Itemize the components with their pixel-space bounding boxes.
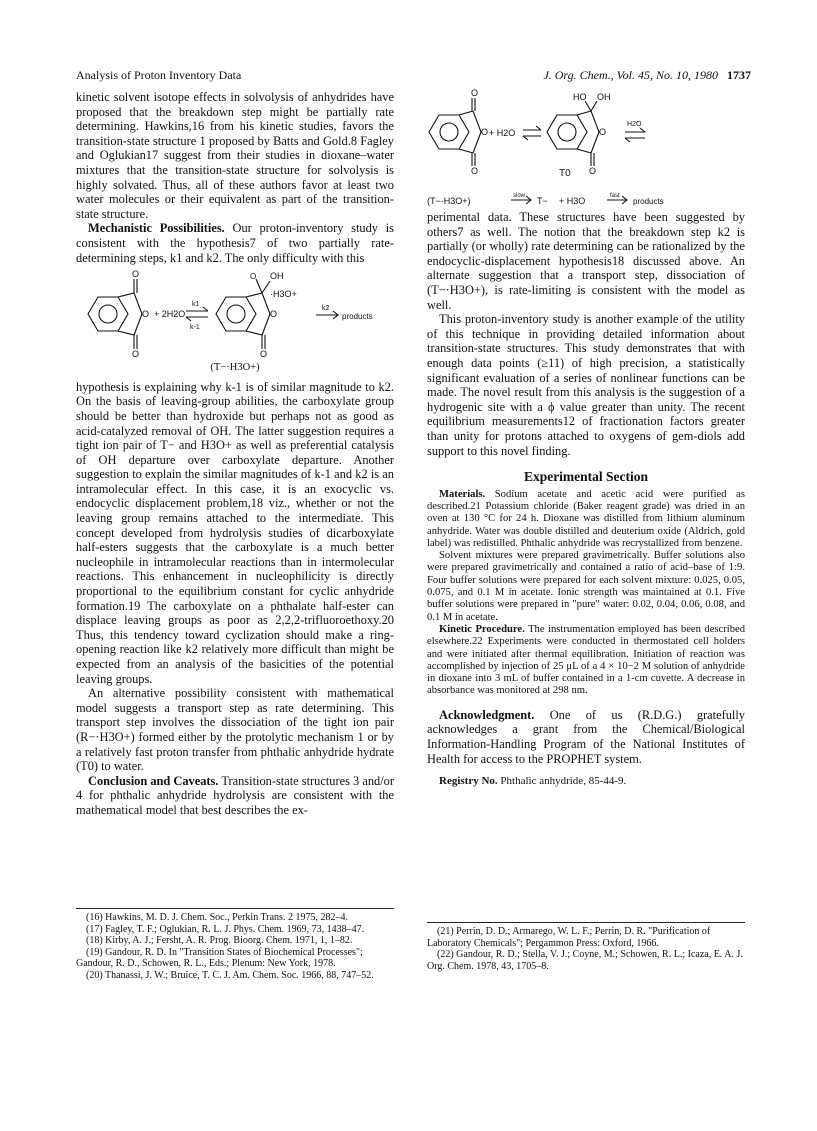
footnote-rule	[427, 922, 745, 923]
run-in-heading: Registry No.	[439, 775, 498, 788]
paragraph: perimental data. These structures have been suggested by others7 as well. The notion that the breakdown step k2 is partially (or wholly) rate determining can be rationalized by the endocyclic-displacement hypothesis18 discussed above. An alternate suggestion that a transport step, dissociation of (T−·H3O+), is rate-limiting is consistent with the model as well.	[427, 210, 745, 312]
hydrate-label: T0	[559, 168, 571, 179]
footnote: (22) Gandour, R. D.; Stella, V. J.; Coyne, M.; Schowen, R. L.; Icaza, E. A. J. Org. Chem. 1978, 43, 1705–8.	[427, 949, 743, 972]
run-in-heading: Mechanistic Possibilities.	[88, 221, 225, 236]
run-in-heading: Materials.	[439, 488, 486, 500]
paragraph	[76, 221, 394, 265]
footnote: (16) Hawkins, M. D. J. Chem. Soc., Perkin Trans. 2 1975, 282–4.	[86, 912, 348, 923]
paragraph-text: Transition-state structures 3 and/or 4 for phthalic anhydride hydrolysis are consistent with the mathematical model that best describes the ex-	[76, 773, 394, 817]
footnote: (20) Thanassi, J. W.; Bruice, T. C. J. Am. Chem. Soc. 1966, 88, 747–52.	[86, 969, 374, 981]
paragraph: kinetic solvent isotope effects in solvolysis of anhydrides have proposed that the breakdown step might be partially rate determining. Hawkins,16 from his kinetic studies, favors the transition-state structure 1 proposed by Batts and Gold.8 Fagley and Oglukian17 suggest from their studies in dioxane–water mixtures that the transition-state structure for solvolysis is highly solvated. Thus, all of these authors favor at least two water molecules or their equivalent as part of the transition-state structure.	[76, 90, 394, 221]
paragraph: An alternative possibility consistent with mathematical model suggests a transport step as rate determining. This transport step involves the dissociation of the tight ion pair (R−·H3O+) formed either by the protolytic mechanism 1 or by a relatively fast proton transfer from phthalic anhydride hydrate (T0) to water.	[76, 686, 394, 774]
footnote: (17) Fagley, T. F.; Oglukian, R. L. J. Phys. Chem. 1969, 73, 1438–47.	[86, 923, 365, 935]
right-column	[427, 88, 745, 789]
registry-number	[427, 774, 745, 789]
svg-text:O: O	[132, 349, 140, 360]
paragraph: hypothesis is explaining why k-1 is of similar magnitude to k2. On the basis of leaving-group abilities, the carboxylate group should be better than hydroxide but perhaps not as good as acid-catalyzed removal of OH. The latter suggestion requires a tight ion pair of T− and H3O+ as well as preferential catalysis of OH departure over carboxylate departure. Another suggestion to explain the similar magnitudes of k-1 and k2 is an intramolecular effect. In this case, it is an exocyclic vs. endocyclic displacement problem,18 viz., whether or not the leaving group remains attached to the intermediate. This concept developed from hydrolysis studies of dicarboxylate half-esters suggests that the carboxylate is a much better nucleophile in intramolecular reactions than in intermolecular reactions. This enhancement in nucleophilicity is directly proportional to the equilibrium constant for cyclic anhydride formation.19 The carboxylate on a phthalate half-ester can displace leaving groups as poor as 2,2,2-trifluoroethoxy.20 Thus, this tendency toward cyclization should make a ring-opening reaction like k2 relatively more difficult than might be expected from an analysis of the basicities of the potential leaving groups.	[76, 379, 394, 686]
ion-pair-label: ·H3O+	[270, 289, 297, 300]
svg-text:O: O	[599, 127, 607, 137]
footnote: (21) Perrin, D. D.; Armarego, W. L. F.; Perrin, D. R. "Purification of Laboratory Chemicals"; Pergammon Press: Oxford, 1966.	[427, 926, 711, 949]
run-in-heading: Kinetic Procedure.	[439, 623, 525, 635]
svg-text:O: O	[132, 269, 140, 280]
left-column	[76, 90, 394, 818]
paragraph	[427, 624, 745, 698]
acknowledgment	[427, 708, 745, 766]
fast-step-label: fast	[610, 193, 620, 199]
svg-text:O: O	[270, 309, 278, 320]
paragraph-text: Our proton-inventory study is consistent with the hypothesis7 of two partially rate-determining steps, k1 and k2. The only difficulty with this	[76, 221, 394, 265]
hydronium-label: + H3O	[559, 196, 586, 206]
section-title: Experimental Section	[523, 469, 649, 485]
svg-text:O: O	[142, 309, 150, 320]
paragraph: This proton-inventory study is another example of the utility of this technique in providing detailed information about transition-state structures. This study demonstrates that with enough data points (≥11) of high precision, a statistically significant evaluation of a series of nonlinear functions can be made. The novel result from this analysis is the suggestion of a hydrogenic site with a ϕ value greater than unity. The recent equilibrium measurements12 of fractionation factors greater than unity for protons attached to oxygens of gem-diols add support to this novel finding.	[427, 312, 745, 458]
footnote: (18) Kirby, A. J.; Fersht, A. R. Prog. Bioorg. Chem. 1971, 1, 1–82.	[86, 935, 353, 947]
page-number: 1737	[727, 68, 751, 82]
reaction-scheme-1	[76, 269, 394, 359]
footnote-rule	[76, 908, 394, 909]
reaction-scheme-2	[427, 88, 745, 206]
svg-text:O: O	[481, 127, 489, 137]
reagent-label: + 2H2O	[154, 309, 186, 320]
paragraph	[427, 489, 745, 550]
svg-text:O: O	[589, 166, 597, 176]
svg-text:O: O	[471, 166, 479, 176]
paragraph-text: The instrumentation employed has been described elsewhere.22 Experiments were conducted in thermostated cell holders and were initiated after thermal equilibration. Initiation of reaction was accomplished by injection of 25 μL of a 4 × 10−2 M solution of anhydride in dioxane into 3 mL of buffer contained in a 1-cm cuvette. A decrease in absorbance was monitored at 298 nm.	[427, 623, 745, 697]
rate-constant-k2: k2	[322, 305, 330, 313]
run-in-heading: Conclusion and Caveats.	[88, 773, 219, 788]
structure-label: (T−·H3O+)	[210, 362, 260, 374]
svg-text:O: O	[260, 349, 268, 360]
paragraph-text: Sodium acetate and acetic acid were purified as described.21 Potassium chloride (Baker reagent grade) was dried in an oven at 130 °C for 24 h. Dioxane was distilled from lithium aluminum anhydride. Water was double distilled and deuterium oxide (Aldrich, gold label) was redistilled. Phthalic anhydride was recrystallized from benzene.	[427, 488, 745, 549]
paragraph	[76, 774, 394, 818]
experimental-section	[427, 489, 745, 698]
footnotes-left	[76, 908, 394, 982]
running-header: Analysis of Proton Inventory Data	[76, 68, 242, 82]
run-in-heading: Acknowledgment.	[439, 707, 535, 722]
registry-text: Phthalic anhydride, 85-44-9.	[497, 775, 627, 788]
hydroxyl-label: HO	[573, 92, 587, 102]
journal-name: J. Org. Chem., Vol. 45, No. 10, 1980	[543, 68, 718, 82]
svg-text:O: O	[250, 272, 257, 282]
footnote: (19) Gandour, R. D. In "Transition States of Biochemical Processes"; Gandour, R. D., Schowen, R. L., Eds.; Plenum: New York, 1978.	[76, 946, 363, 970]
water-label: H2O	[627, 121, 642, 128]
substituent-label: OH	[270, 271, 284, 282]
rate-constant-k-1: k-1	[190, 324, 200, 332]
rate-constant-k1: k1	[192, 301, 200, 309]
paragraph	[427, 708, 745, 766]
paragraph: Solvent mixtures were prepared gravimetrically. Buffer solutions also were prepared gravimetrically and contained a ratio of acid–base of 1:9. Four buffer solutions were prepared for each solvent mixture: 0.025, 0.05, 0.075, and 0.1 M in acetate. Ionic strength was maintained at 0.1. Five buffer solutions were prepared in "pure" water: 0.02, 0.04, 0.06, 0.08, and 0.1 M in acetate.	[427, 550, 745, 623]
slow-step-label: slow	[513, 193, 526, 199]
paragraph-text: One of us (R.D.G.) gratefully acknowledges a grant from the Chemical/Biological Information-Handling Program of the National Institutes of Health for access to the PROPHET system.	[427, 707, 745, 766]
reagent-label: + H2O	[489, 128, 516, 138]
svg-text:O: O	[471, 88, 479, 98]
anion-label: T−	[537, 196, 548, 206]
hydroxyl-label: OH	[597, 92, 611, 102]
products-label: products	[342, 312, 373, 322]
products-label: products	[633, 197, 664, 206]
ion-pair-label: (T−·H3O+)	[427, 196, 471, 206]
journal-citation	[543, 68, 751, 83]
footnotes-right	[427, 922, 745, 972]
